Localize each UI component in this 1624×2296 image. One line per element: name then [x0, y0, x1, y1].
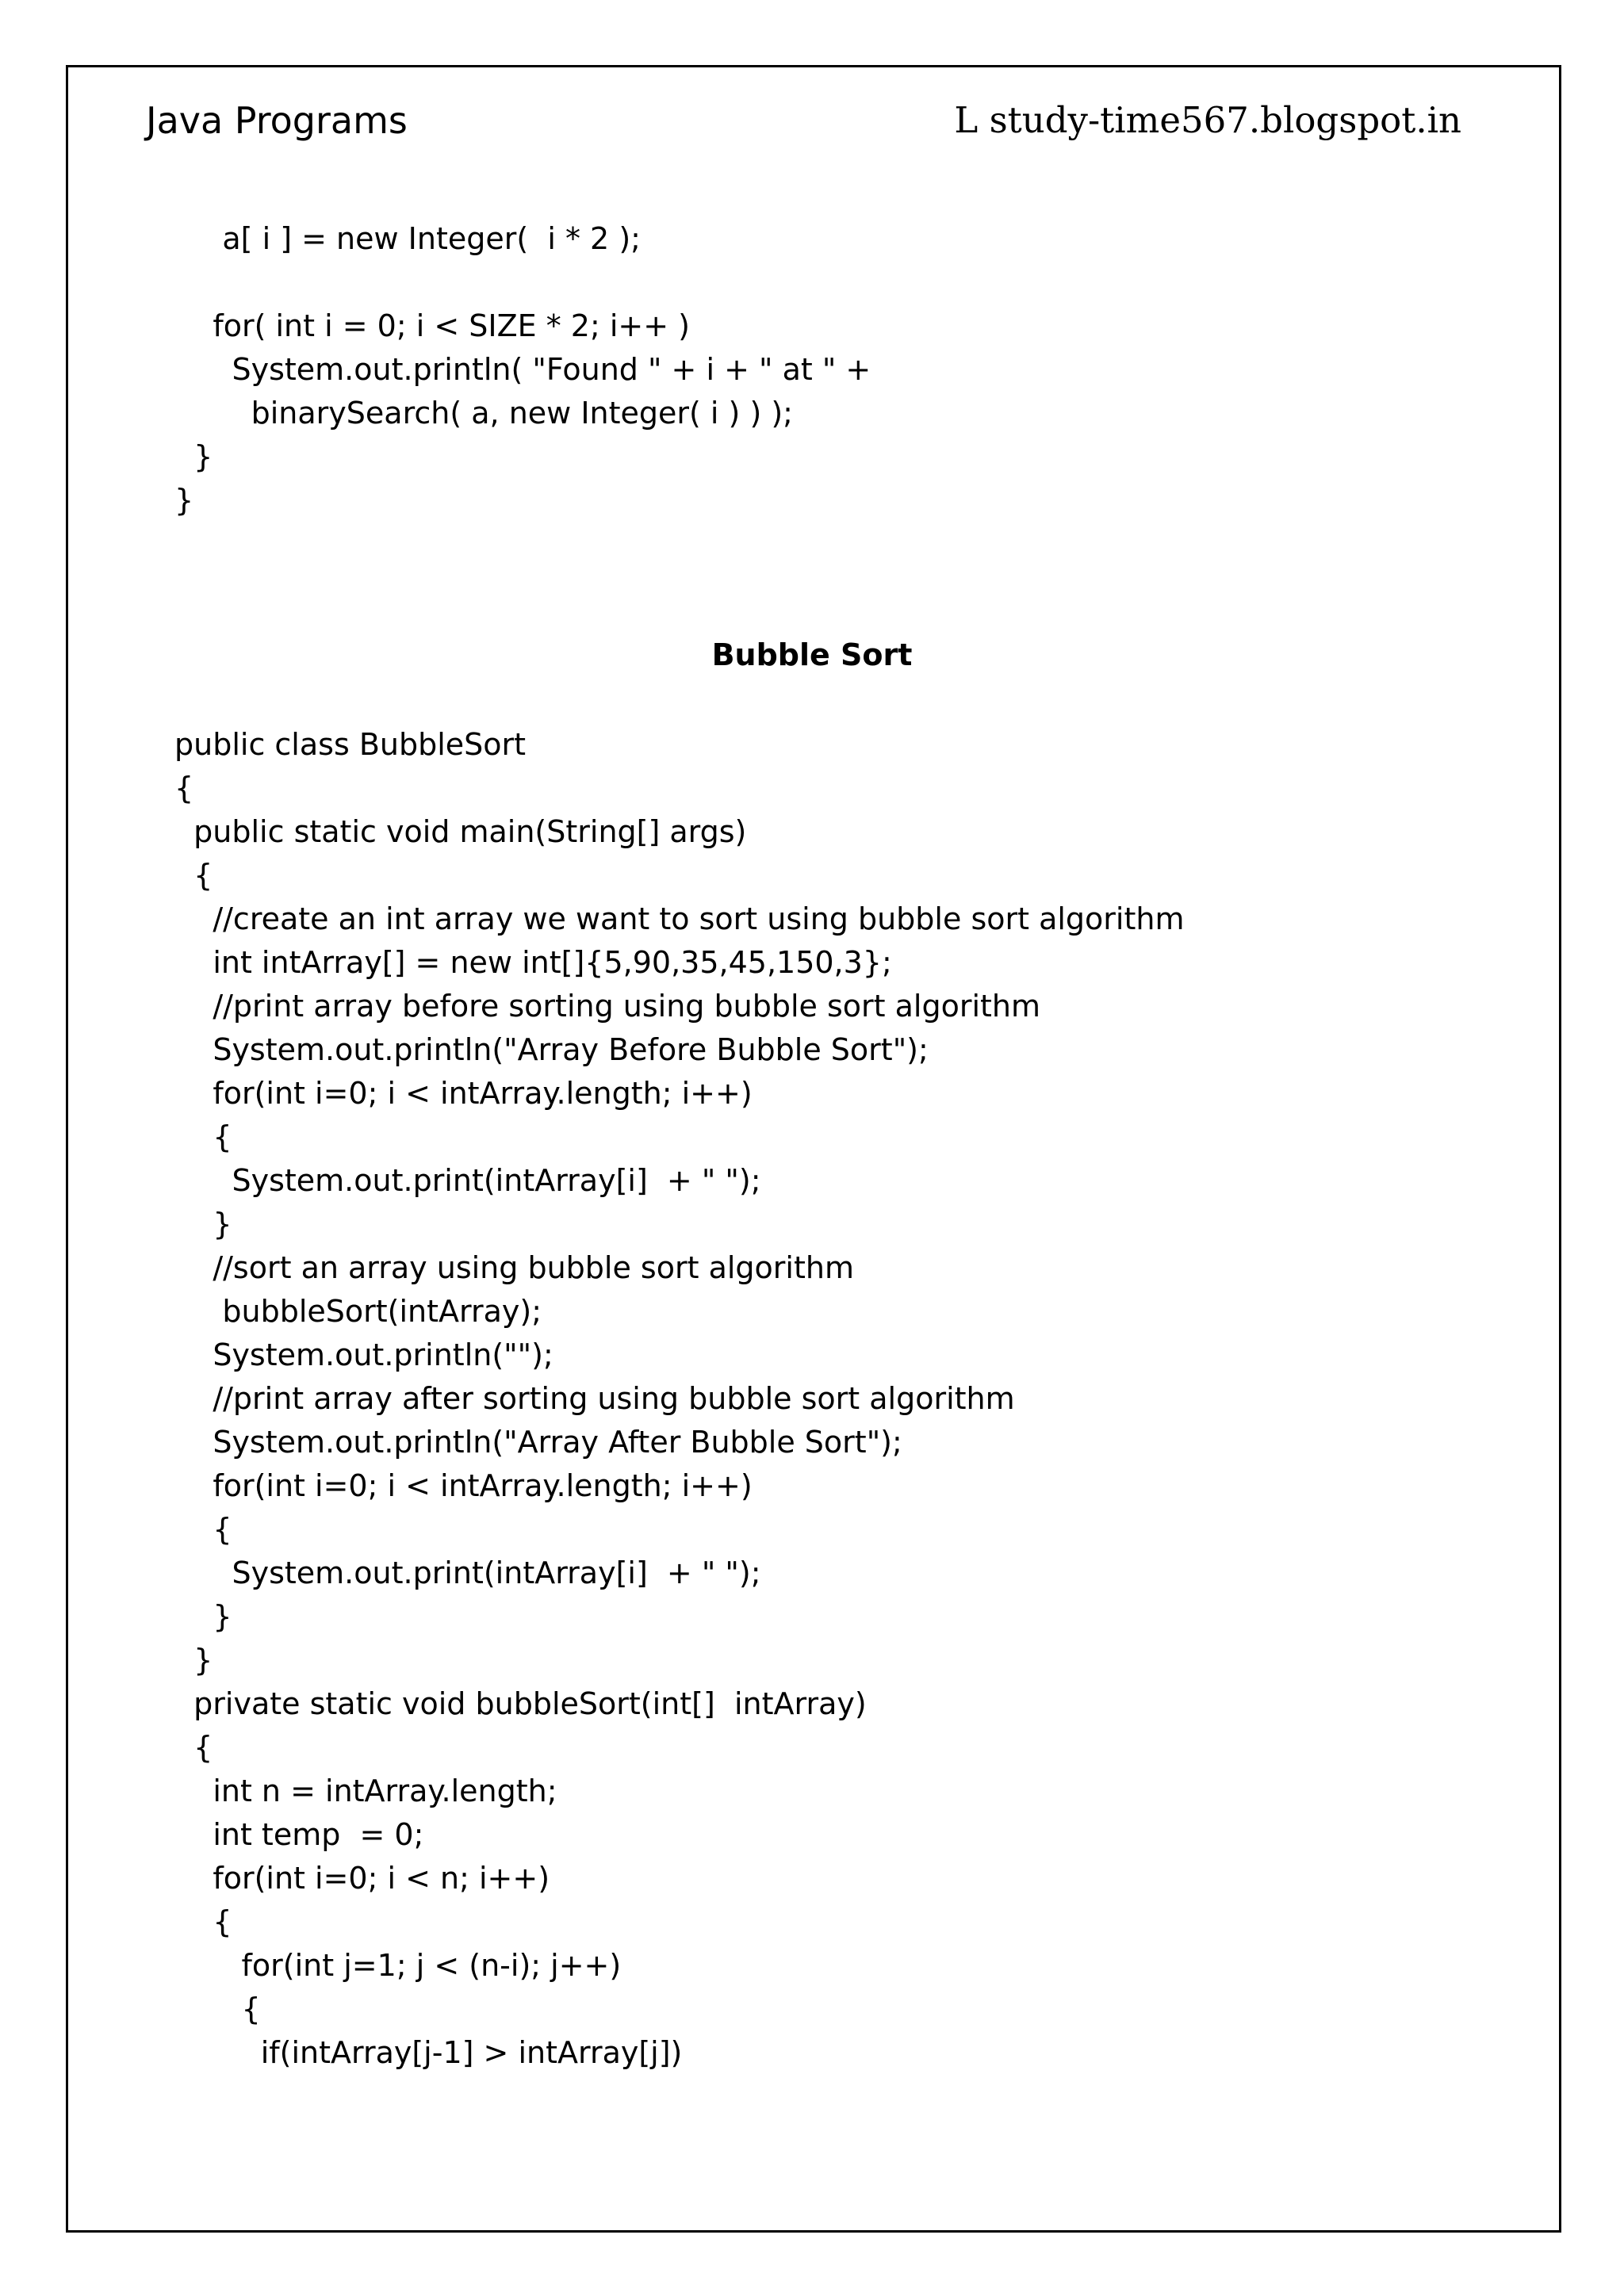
code-line: a[ i ] = new Integer( i * 2 );: [174, 221, 641, 256]
code-line: System.out.println("Array After Bubble Sort");: [174, 1425, 902, 1460]
code-line: int temp = 0;: [174, 1817, 424, 1852]
code-line: {: [174, 1730, 213, 1765]
code-line: int intArray[] = new int[]{5,90,35,45,150,3};: [174, 945, 892, 980]
code-line: {: [174, 1904, 232, 1939]
code-line: bubbleSort(intArray);: [174, 1294, 542, 1329]
header-title: Java Programs: [146, 99, 408, 142]
code-line: }: [174, 1643, 213, 1678]
code-line: //print array after sorting using bubble sort algorithm: [174, 1381, 1015, 1416]
code-line: System.out.print(intArray[i] + " ");: [174, 1556, 761, 1590]
code-line: {: [174, 1992, 261, 2026]
code-line: for(int i=0; i < intArray.length; i++): [174, 1076, 753, 1111]
code-line: }: [174, 1207, 232, 1242]
code-line: //print array before sorting using bubble sort algorithm: [174, 989, 1041, 1024]
code-block-bubble-sort: [174, 723, 1184, 2075]
code-line: {: [174, 771, 194, 806]
code-line: if(intArray[j-1] > intArray[j]): [174, 2035, 683, 2070]
code-line: public static void main(String[] args): [174, 814, 747, 849]
code-line: binarySearch( a, new Integer( i ) ) );: [174, 396, 793, 430]
code-line: //create an int array we want to sort using bubble sort algorithm: [174, 901, 1185, 936]
code-line: }: [174, 439, 213, 474]
code-line: }: [174, 483, 194, 518]
section-heading: Bubble Sort: [711, 637, 913, 672]
code-line: System.out.print(intArray[i] + " ");: [174, 1163, 761, 1198]
code-line: for(int j=1; j < (n-i); j++): [174, 1948, 622, 1983]
code-line: public class BubbleSort: [174, 727, 527, 762]
code-line: {: [174, 1119, 232, 1154]
header-website: L study-time567.blogspot.in: [954, 99, 1461, 141]
code-line: int n = intArray.length;: [174, 1774, 557, 1808]
code-line: System.out.println( "Found " + i + " at " +: [174, 352, 871, 387]
code-line: System.out.println("Array Before Bubble Sort");: [174, 1032, 929, 1067]
code-line: private static void bubbleSort(int[] intArray): [174, 1686, 867, 1721]
code-line: System.out.println("");: [174, 1337, 553, 1372]
code-line: for(int i=0; i < intArray.length; i++): [174, 1468, 753, 1503]
code-line: {: [174, 858, 213, 893]
code-line: {: [174, 1512, 232, 1547]
code-line: for( int i = 0; i < SIZE * 2; i++ ): [174, 308, 690, 343]
code-line: [174, 261, 871, 304]
code-line: }: [174, 1599, 232, 1634]
code-block-continued: [174, 217, 871, 522]
code-line: for(int i=0; i < n; i++): [174, 1861, 550, 1896]
code-line: //sort an array using bubble sort algorithm: [174, 1250, 854, 1285]
